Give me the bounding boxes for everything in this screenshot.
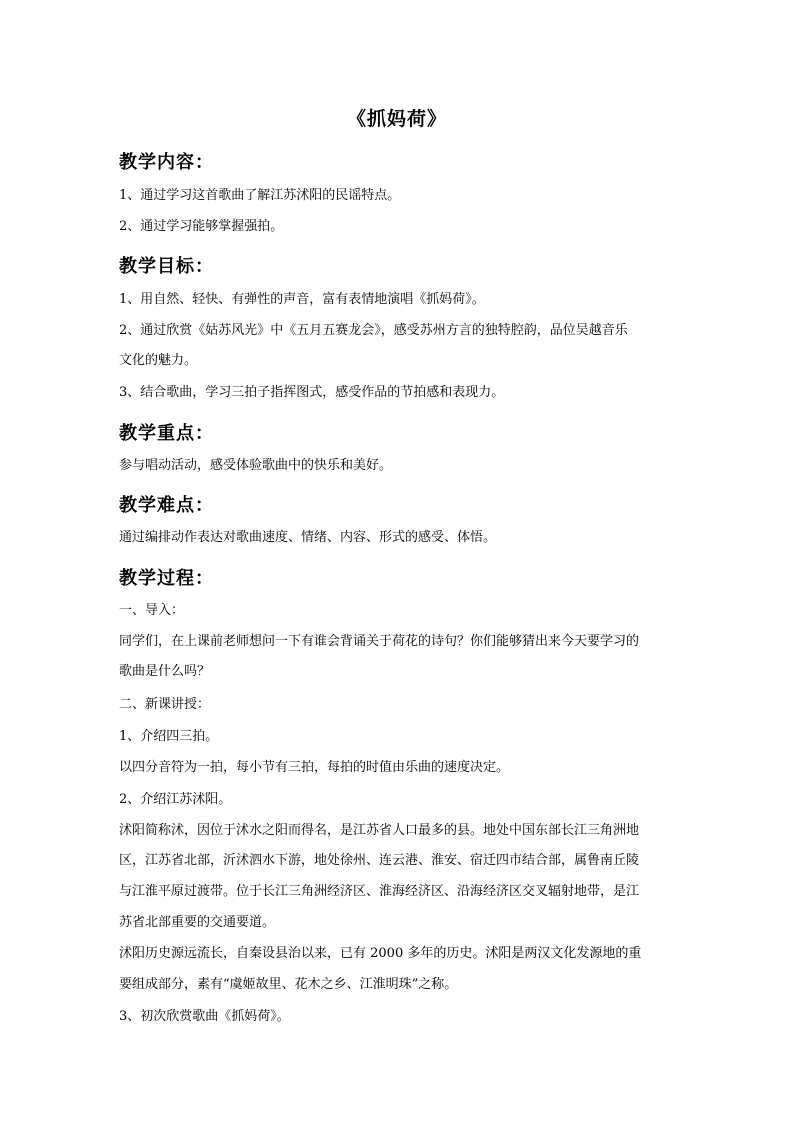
process-line-7: 2、介绍江苏沭阳。 xyxy=(119,792,232,807)
process-line-13: 要组成部分，素有“虞姬故里、花木之乡、江淮明珠”之称。 xyxy=(119,977,458,992)
process-line-9: 区，江苏省北部，沂沭泗水下游，地处徐州、连云港、淮安、宿迁四市结合部，属鲁南丘陵 xyxy=(119,853,640,868)
section-heading-goals: 教学目标： xyxy=(119,256,214,277)
section-heading-process: 教学过程： xyxy=(119,568,214,589)
key-points-line-1: 参与唱动活动，感受体验歌曲中的快乐和美好。 xyxy=(119,458,393,473)
goals-line-2: 2、通过欣赏《姑苏风光》中《五月五赛龙会》，感受苏州方言的独特腔韵，品位吴越音乐 xyxy=(119,323,628,338)
section-heading-difficulties: 教学难点： xyxy=(119,495,214,516)
content-line-2: 2、通过学习能够掌握强拍。 xyxy=(119,219,284,234)
goals-line-4: 3、结合歌曲，学习三拍子指挥图式，感受作品的节拍感和表现力。 xyxy=(119,385,505,400)
process-line-1: 一、导入： xyxy=(119,603,185,618)
content-line-1: 1、通过学习这首歌曲了解江苏沭阳的民谣特点。 xyxy=(119,188,401,203)
process-line-11: 苏省北部重要的交通要道。 xyxy=(119,915,276,930)
section-heading-content: 教学内容： xyxy=(119,152,214,173)
process-line-12: 沭阳历史源远流长，自秦设县治以来，已有 2000 多年的历史。沭阳是两汉文化发源地的重 xyxy=(119,946,642,961)
section-heading-key-points: 教学重点： xyxy=(119,423,214,444)
process-line-8: 沭阳简称沭，因位于沭水之阳而得名，是江苏省人口最多的县。地处中国东部长江三角洲地 xyxy=(119,823,640,838)
process-line-3: 歌曲是什么吗？ xyxy=(119,664,211,679)
process-line-6: 以四分音符为一拍，每小节有三拍，每拍的时值由乐曲的速度决定。 xyxy=(119,760,510,775)
process-line-4: 二、新课讲授： xyxy=(119,697,211,712)
process-line-5: 1、介绍四三拍。 xyxy=(119,729,219,744)
document-title: 《抓妈荷》 xyxy=(346,108,447,130)
goals-line-1: 1、用自然、轻快、有弹性的声音，富有表情地演唱《抓妈荷》。 xyxy=(119,292,485,307)
process-line-14: 3、初次欣赏歌曲《抓妈荷》。 xyxy=(119,1009,290,1024)
difficulties-line-1: 通过编排动作表达对歌曲速度、情绪、内容、形式的感受、体悟。 xyxy=(119,530,497,545)
process-line-2: 同学们，在上课前老师想问一下有谁会背诵关于荷花的诗句？你们能够猜出来今天要学习的 xyxy=(119,634,640,649)
process-line-10: 与江淮平原过渡带。位于长江三角洲经济区、淮海经济区、沿海经济区交叉辐射地带，是江 xyxy=(119,884,640,899)
goals-line-3: 文化的魅力。 xyxy=(119,353,198,368)
